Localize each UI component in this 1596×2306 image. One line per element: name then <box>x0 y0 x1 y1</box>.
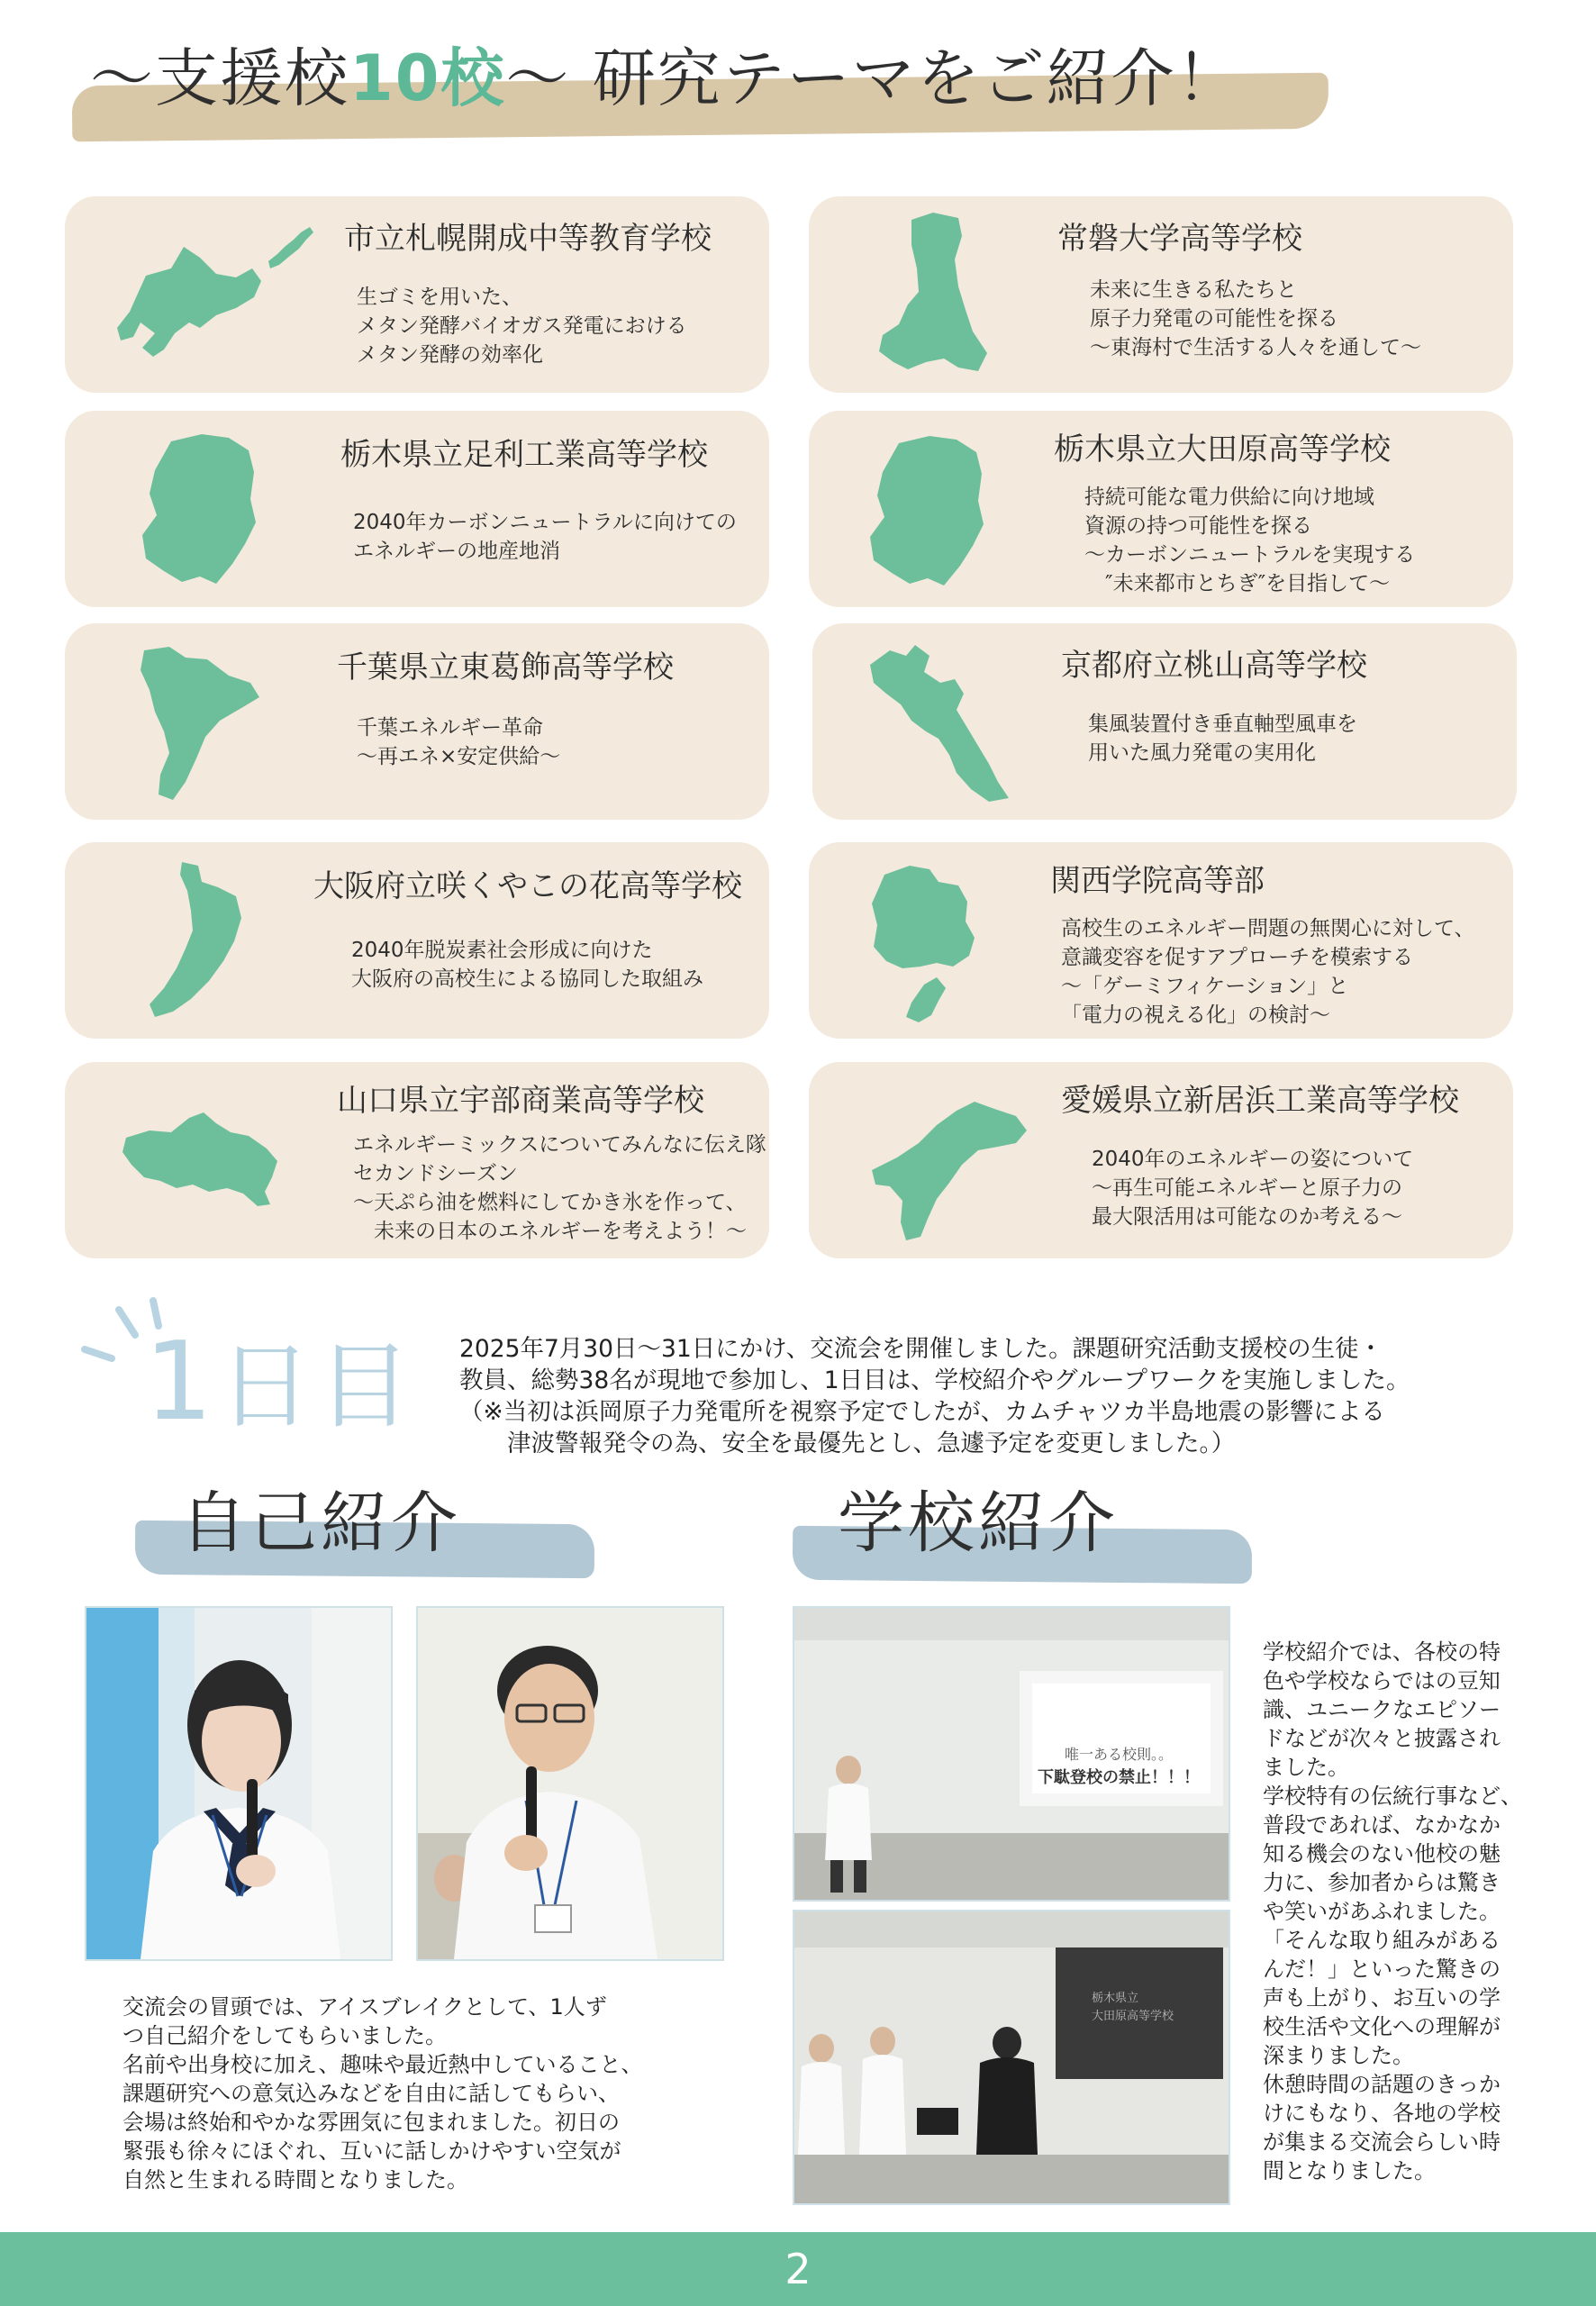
research-theme: 高校生のエネルギー問題の無関心に対して、 意識変容を促すアプローチを模索する ～「ゲーミフィケーション」と 「電力の視える化」の検討～ <box>1061 917 1475 1027</box>
hyogo-map-icon <box>866 862 993 1029</box>
research-theme: 2040年のエネルギーの姿について ～再生可能エネルギーと原子力の 最大限活用は可能なのか考える～ <box>1092 1148 1414 1229</box>
day-heading <box>144 1320 417 1445</box>
school-card <box>809 842 1513 1039</box>
school-card <box>809 411 1513 607</box>
slide-text: 栃木県立 <box>1092 1992 1139 2005</box>
hokkaido-map-icon <box>101 222 322 375</box>
osaka-map-icon <box>137 855 263 1026</box>
school-intro-text: 学校紹介では、各校の特 色や学校ならではの豆知 識、ユニークなエピソー ドなどが次々と披露され ました。 学校特有の伝統行事など、 普段であれば、なかなか 知る機会のない他校の魅 力に、参加者からは驚き や笑いがあふれました。 「そんな取り組みがある んだ！」といった驚きの 声も上がり、お互いの学 校生活や文化への理解が 深まりました。 休憩時間の話題のきっか けにもなり、各地の学校 が集まる交流会らしい時 間となりました。 <box>1263 1639 1522 2183</box>
page-number: 2 <box>784 2245 812 2293</box>
research-theme: 集風装置付き垂直軸型風車を 用いた風力発電の実用化 <box>1088 713 1357 765</box>
research-theme: 2040年脱炭素社会形成に向けた 大阪府の高校生による協同した取組み <box>351 939 703 991</box>
school-name: 常磐大学高等学校 <box>1057 221 1302 257</box>
school-name: 愛媛県立新居浜工業高等学校 <box>1061 1083 1459 1119</box>
school-card <box>812 623 1517 820</box>
school-name: 山口県立宇部商業高等学校 <box>337 1083 704 1119</box>
research-theme: 未来に生きる私たちと 原子力発電の可能性を探る ～東海村で生活する人々を通して～ <box>1090 278 1421 359</box>
school-card <box>65 1062 769 1258</box>
tochigi-map-icon <box>133 429 268 591</box>
title-suffix: ～ 研究テーマをご紹介！ <box>505 41 1241 115</box>
ehime-map-icon <box>863 1084 1034 1246</box>
school-name: 大阪府立咲くやこの花高等学校 <box>313 868 742 904</box>
ibaraki-map-icon <box>872 209 998 380</box>
school-name: 栃木県立大田原高等学校 <box>1054 431 1391 468</box>
slide-text: 下駄登校の禁止！！！ <box>1038 1768 1200 1787</box>
school-name: 栃木県立足利工業高等学校 <box>340 437 708 473</box>
school-card <box>809 196 1513 393</box>
page-title <box>90 38 1351 119</box>
research-theme: 生ゴミを用いた、 メタン発酵バイオガス発電における メタン発酵の効率化 <box>357 286 687 367</box>
school-card <box>65 623 769 820</box>
chiba-map-icon <box>133 641 268 808</box>
school-card <box>65 196 769 393</box>
self-intro-text: 交流会の冒頭では、アイスブレイクとして、1人ず つ自己紹介をしてもらいました。 名前や出身校に加え、趣味や最近熱中していること、 課題研究への意気込みなどを自由に話してもらい、 会場は終始和やかな雰囲気に包まれました。初日の 緊張も徐々にほぐれ、互いに話しかけやすい空気が 自然と生まれる時間となりました。 <box>122 1994 643 2193</box>
self-intro-photo-boy <box>416 1606 724 1961</box>
yamaguchi-map-icon <box>117 1105 288 1222</box>
research-theme: 2040年カーボンニュートラルに向けての エネルギーの地産地消 <box>353 511 737 563</box>
school-card <box>65 842 769 1039</box>
title-highlight: 10校 <box>349 41 506 115</box>
research-theme: 千葉エネルギー革命 ～再エネ×安定供給～ <box>357 716 561 768</box>
school-intro-photo-1 <box>793 1606 1230 1902</box>
self-intro-heading: 自己紹介 <box>180 1484 461 1562</box>
tochigi-map-icon <box>861 431 996 593</box>
title-prefix: ～支援校 <box>90 41 349 115</box>
school-card <box>65 411 769 607</box>
day1-intro: 2025年7月30日～31日にかけ、交流会を開催しました。課題研究活動支援校の生徒・ 教員、総勢38名が現地で参加し、1日目は、学校紹介やグループワークを実施しました。 （※当初は浜岡原子力発電所を視察予定でしたが、カムチャツカ半島地震の影響による 津波警報発令の為、安全を最優先とし、急遽予定を変更しました。） <box>459 1335 1410 1457</box>
kyoto-map-icon <box>863 638 1025 809</box>
school-name: 京都府立桃山高等学校 <box>1061 648 1367 684</box>
school-intro-heading: 学校紹介 <box>838 1484 1119 1562</box>
school-intro-photo-2 <box>793 1910 1230 2205</box>
slide-text: 唯一ある校則。。 <box>1064 1746 1174 1763</box>
slide-text: 大田原高等学校 <box>1092 2010 1174 2023</box>
school-name: 関西学院高等部 <box>1050 863 1265 899</box>
day-number: 1 <box>144 1320 219 1445</box>
school-card <box>809 1062 1513 1258</box>
research-theme: エネルギーミックスについてみんなに伝え隊 セカンドシーズン ～天ぷら油を燃料にしてかき氷を作って、 未来の日本のエネルギーを考えよう！～ <box>353 1133 766 1243</box>
self-intro-photo-girl <box>85 1606 393 1961</box>
research-theme: 持続可能な電力供給に向け地域 資源の持つ可能性を探る ～カーボンニュートラルを実現する ″未来都市とちぎ″を目指して～ <box>1084 486 1416 595</box>
day-label: 日目 <box>218 1331 417 1441</box>
school-name: 千葉県立東葛飾高等学校 <box>337 649 674 685</box>
school-name: 市立札幌開成中等教育学校 <box>344 221 712 257</box>
